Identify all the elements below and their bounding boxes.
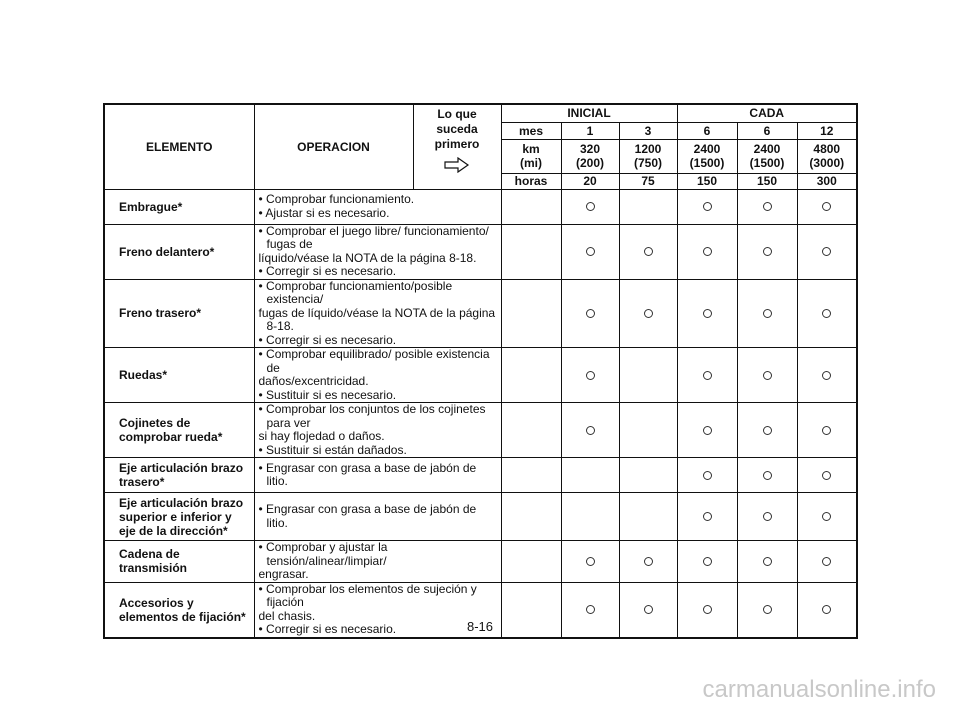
km-number: 4800 (813, 142, 841, 157)
interval-cell (737, 279, 797, 348)
circle-mark-icon (644, 605, 653, 614)
operation-cell (254, 403, 501, 458)
circle-mark-icon (822, 512, 831, 521)
interval-cell (619, 493, 677, 541)
interval-cell (797, 458, 857, 493)
operation-cell (254, 458, 501, 493)
circle-mark-icon (763, 512, 772, 521)
element-line: superior e inferior y (119, 509, 232, 524)
circle-mark-icon (703, 605, 712, 614)
interval-cell (619, 279, 677, 348)
operation-line: • Comprobar los conjuntos de los cojinetes para ver (258, 402, 486, 430)
operation-line: fugas de líquido/véase la NOTA de la página 8-18. (258, 305, 496, 333)
operation-cell (254, 279, 501, 348)
element-line: Cojinetes de (119, 416, 191, 430)
hours-value: 20 (561, 173, 619, 189)
hours-value: 300 (797, 173, 857, 189)
circle-mark-icon (763, 247, 772, 256)
whichever-first-line: suceda (436, 122, 478, 136)
circle-mark-icon (644, 247, 653, 256)
mi-label-line: (mi) (520, 156, 542, 171)
circle-mark-icon (822, 426, 831, 435)
element-line: comprobar rueda* (119, 430, 223, 444)
months-value: 6 (677, 122, 737, 139)
element-cell (104, 189, 254, 224)
element-line: trasero* (119, 475, 165, 489)
interval-cell (797, 403, 857, 458)
operation-cell (254, 493, 501, 541)
interval-cell (561, 403, 619, 458)
circle-mark-icon (586, 309, 595, 318)
operation-cell (254, 224, 501, 279)
hours-label: horas (501, 173, 561, 189)
operation-cell (254, 541, 501, 583)
hours-value: 75 (619, 173, 677, 189)
operation-cell (254, 348, 501, 403)
interval-cell (561, 279, 619, 348)
watermark: carmanualsonline.info (702, 676, 936, 703)
element-line: elementos de fijación* (119, 609, 246, 624)
circle-mark-icon (822, 202, 831, 211)
circle-mark-icon (703, 247, 712, 256)
table-row (104, 279, 857, 348)
interval-cell (677, 279, 737, 348)
label-column-cell (501, 189, 561, 224)
right-arrow-icon (444, 157, 470, 173)
whichever-first-line: primero (434, 137, 480, 151)
mi-number: (3000) (809, 156, 845, 171)
circle-mark-icon (586, 557, 595, 566)
interval-cell (619, 189, 677, 224)
operation-line: si hay flojedad o daños. (258, 429, 385, 443)
operation-line: engrasar. (258, 567, 309, 581)
interval-cell (797, 279, 857, 348)
header-whichever-first-cont (413, 173, 501, 189)
interval-cell (677, 403, 737, 458)
operation-line: • Ajustar si es necesario. (258, 205, 390, 220)
circle-mark-icon (644, 557, 653, 566)
interval-cell (797, 224, 857, 279)
table-row (104, 493, 857, 541)
whichever-first-line: Lo que (437, 107, 477, 121)
interval-cell (677, 541, 737, 583)
interval-cell (737, 403, 797, 458)
element-line: Embrague* (119, 199, 183, 214)
months-value: 1 (561, 122, 619, 139)
operation-line: • Comprobar funcionamiento. (258, 192, 415, 206)
interval-cell (677, 493, 737, 541)
mi-number: (1500) (689, 156, 725, 171)
circle-mark-icon (763, 471, 772, 480)
element-line: eje de la dirección* (119, 523, 228, 538)
circle-mark-icon (703, 557, 712, 566)
operation-line: • Sustituir si están dañados. (258, 442, 407, 457)
table-row (104, 348, 857, 403)
element-line: Freno trasero* (119, 306, 202, 321)
interval-cell (561, 458, 619, 493)
circle-mark-icon (822, 557, 831, 566)
interval-cell (737, 493, 797, 541)
header-operation: OPERACION (254, 104, 413, 189)
header-every: CADA (677, 104, 857, 122)
interval-cell (561, 189, 619, 224)
circle-mark-icon (763, 426, 772, 435)
circle-mark-icon (822, 605, 831, 614)
element-cell (104, 493, 254, 541)
circle-mark-icon (703, 309, 712, 318)
label-column-cell (501, 279, 561, 348)
circle-mark-icon (822, 471, 831, 480)
label-column-cell (501, 493, 561, 541)
circle-mark-icon (703, 202, 712, 211)
circle-mark-icon (763, 371, 772, 380)
element-cell (104, 403, 254, 458)
interval-cell (737, 458, 797, 493)
interval-cell (737, 348, 797, 403)
element-cell (104, 541, 254, 583)
operation-line: daños/excentricidad. (258, 374, 369, 388)
circle-mark-icon (703, 512, 712, 521)
maintenance-table (103, 103, 858, 639)
label-column-cell (501, 403, 561, 458)
element-line: Eje articulación brazo (119, 461, 244, 475)
circle-mark-icon (644, 309, 653, 318)
operation-line: • Corregir si es necesario. (258, 622, 397, 636)
element-line: Accesorios y (119, 595, 194, 610)
km-label-line: km (522, 142, 540, 157)
element-cell (104, 458, 254, 493)
operation-line: • Corregir si es necesario. (258, 332, 397, 347)
operation-cell (254, 189, 501, 224)
months-value: 12 (797, 122, 857, 139)
hours-value: 150 (737, 173, 797, 189)
element-cell (104, 224, 254, 279)
interval-cell (619, 348, 677, 403)
label-column-cell (501, 541, 561, 583)
circle-mark-icon (703, 371, 712, 380)
circle-mark-icon (586, 247, 595, 256)
km-value (677, 140, 737, 173)
element-line: transmisión (119, 561, 188, 576)
interval-cell (737, 541, 797, 583)
km-value (619, 140, 677, 173)
page-number: 8-16 (466, 619, 494, 634)
interval-cell (561, 348, 619, 403)
operation-line: • Comprobar funcionamiento/posible existencia/ (258, 278, 453, 306)
header-element: ELEMENTO (104, 104, 254, 189)
interval-cell (677, 224, 737, 279)
header-initial: INICIAL (501, 104, 677, 122)
interval-cell (677, 458, 737, 493)
circle-mark-icon (763, 202, 772, 211)
interval-cell (797, 348, 857, 403)
circle-mark-icon (822, 371, 831, 380)
interval-cell (797, 189, 857, 224)
interval-cell (619, 403, 677, 458)
element-cell (104, 348, 254, 403)
element-cell (104, 279, 254, 348)
operation-line: • Sustituir si es necesario. (258, 387, 397, 402)
table-row (104, 458, 857, 493)
interval-cell (619, 224, 677, 279)
circle-mark-icon (703, 471, 712, 480)
element-line: Freno delantero* (119, 244, 215, 259)
circle-mark-icon (586, 605, 595, 614)
interval-cell (561, 224, 619, 279)
months-label: mes (501, 122, 561, 139)
table-row (104, 403, 857, 458)
operation-line: • Comprobar los elementos de sujeción y fijación (258, 581, 477, 609)
header-whichever-first (413, 104, 501, 173)
element-line: Eje articulación brazo (119, 495, 244, 510)
interval-cell (737, 189, 797, 224)
km-number: 1200 (634, 142, 662, 157)
mi-number: (750) (633, 156, 662, 171)
interval-cell (561, 493, 619, 541)
operation-line: del chasis. (258, 608, 316, 623)
hours-value: 150 (677, 173, 737, 189)
operation-line: • Engrasar con grasa a base de jabón de litio. (258, 460, 477, 488)
circle-mark-icon (763, 605, 772, 614)
operation-line: líquido/véase la NOTA de la página 8-18. (258, 250, 477, 265)
km-number: 320 (579, 142, 601, 157)
circle-mark-icon (586, 426, 595, 435)
operation-line: • Corregir si es necesario. (258, 264, 397, 278)
km-value (797, 140, 857, 173)
operation-line: • Comprobar y ajustar la tensión/alinear/limpiar/ (258, 540, 388, 568)
interval-cell (561, 541, 619, 583)
interval-cell (797, 493, 857, 541)
table-row (104, 224, 857, 279)
km-number: 2400 (753, 142, 781, 157)
circle-mark-icon (703, 426, 712, 435)
element-line: Cadena de (119, 547, 180, 562)
circle-mark-icon (586, 371, 595, 380)
interval-cell (677, 348, 737, 403)
circle-mark-icon (586, 202, 595, 211)
months-value: 6 (737, 122, 797, 139)
label-column-cell (501, 458, 561, 493)
interval-cell (677, 189, 737, 224)
km-number: 2400 (693, 142, 721, 157)
km-label (501, 140, 561, 173)
operation-line: • Comprobar equilibrado/ posible existencia de (258, 347, 490, 375)
table-row (104, 189, 857, 224)
mi-number: (200) (575, 156, 604, 171)
operation-line: • Engrasar con grasa a base de jabón de litio. (258, 502, 477, 530)
maintenance-rows (104, 189, 857, 638)
circle-mark-icon (763, 309, 772, 318)
element-line: Ruedas* (119, 368, 168, 382)
mi-number: (1500) (749, 156, 785, 171)
months-value: 3 (619, 122, 677, 139)
circle-mark-icon (822, 309, 831, 318)
interval-cell (737, 224, 797, 279)
label-column-cell (501, 348, 561, 403)
interval-cell (619, 458, 677, 493)
circle-mark-icon (822, 247, 831, 256)
km-value (561, 140, 619, 173)
table-row (104, 541, 857, 583)
operation-line: • Comprobar el juego libre/ funcionamiento/ fugas de (258, 223, 489, 251)
interval-cell (797, 541, 857, 583)
circle-mark-icon (763, 557, 772, 566)
interval-cell (619, 541, 677, 583)
km-value (737, 140, 797, 173)
label-column-cell (501, 224, 561, 279)
